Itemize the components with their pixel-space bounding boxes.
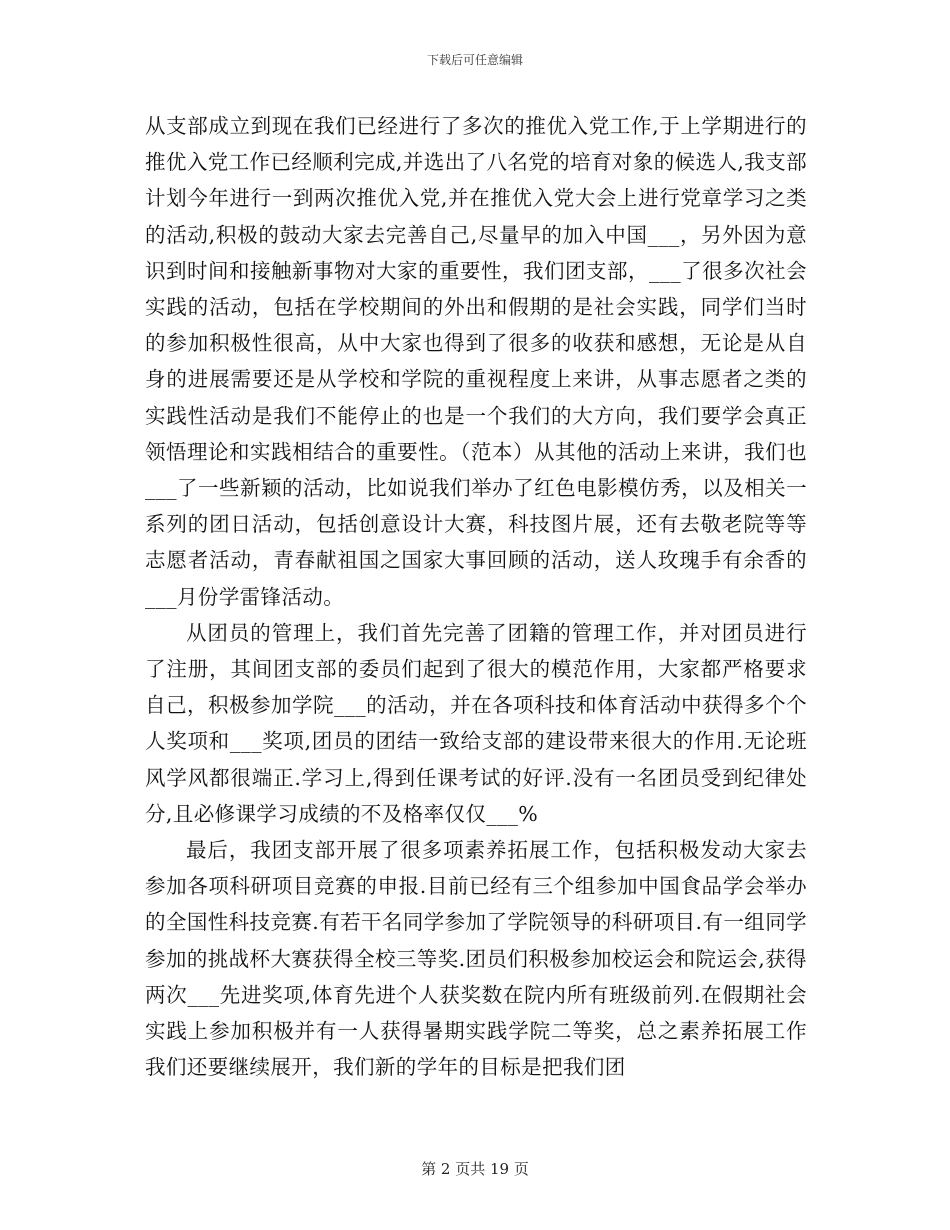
paragraph-3: 最后，我团支部开展了很多项素养拓展工作，包括积极发动大家去参加各项科研项目竞赛的申报.目前已经有三个组参加中国食品学会举办的全国性科技竞赛.有若干名同学参加了学院领导的科研项目.有一组同学参加的挑战杯大赛获得全校三等奖.团员们积极参加校运会和院运会,获得两次___先进奖项,体育先进个人获奖数在院内所有班级前列.在假期社会实践上参加积极并有一人获得暑期实践学院二等奖，总之素养拓展工作我们还要继续展开，我们新的学年的目标是把我们团 bbox=[145, 838, 807, 1080]
document-body bbox=[145, 108, 807, 1085]
paragraph-1: 从支部成立到现在我们已经进行了多次的推优入党工作,于上学期进行的推优入党工作已经顺利完成,并选出了八名党的培育对象的候选人,我支部计划今年进行一到两次推优入党,并在推优入党大会上进行党章学习之类的活动,积极的鼓动大家去完善自己,尽量早的加入中国___，另外因为意识到时间和接触新事物对大家的重要性，我们团支部，___了很多次社会实践的活动，包括在学校期间的外出和假期的是社会实践，同学们当时的参加积极性很高，从中大家也得到了很多的收获和感想，无论是从自身的进展需要还是从学校和学院的重视程度上来讲，从事志愿者之类的实践性活动是我们不能停止的也是一个我们的大方向，我们要学会真正领悟理论和实践相结合的重要性。（范本）从其他的活动上来讲，我们也___了一些新颖的活动，比如说我们举办了红色电影模仿秀，以及相关一系列的团日活动，包括创意设计大赛，科技图片展，还有去敬老院等等志愿者活动，青春献祖国之国家大事回顾的活动，送人玫瑰手有余香的___月份学雷锋活动。 bbox=[145, 114, 807, 609]
paragraph-2: 从团员的管理上，我们首先完善了团籍的管理工作，并对团员进行了注册，其间团支部的委员们起到了很大的模范作用，大家都严格要求自己，积极参加学院___的活动，并在各项科技和体育活动中获得多个个人奖项和___奖项,团员的团结一致给支部的建设带来很大的作用.无论班风学风都很端正.学习上,得到任课考试的好评.没有一名团员受到纪律处分,且必修课学习成绩的不及格率仅仅___% bbox=[145, 620, 807, 826]
page-footer: 第 2 页共 19 页 bbox=[421, 1160, 529, 1178]
page-header: 下载后可任意编辑 bbox=[426, 53, 523, 67]
